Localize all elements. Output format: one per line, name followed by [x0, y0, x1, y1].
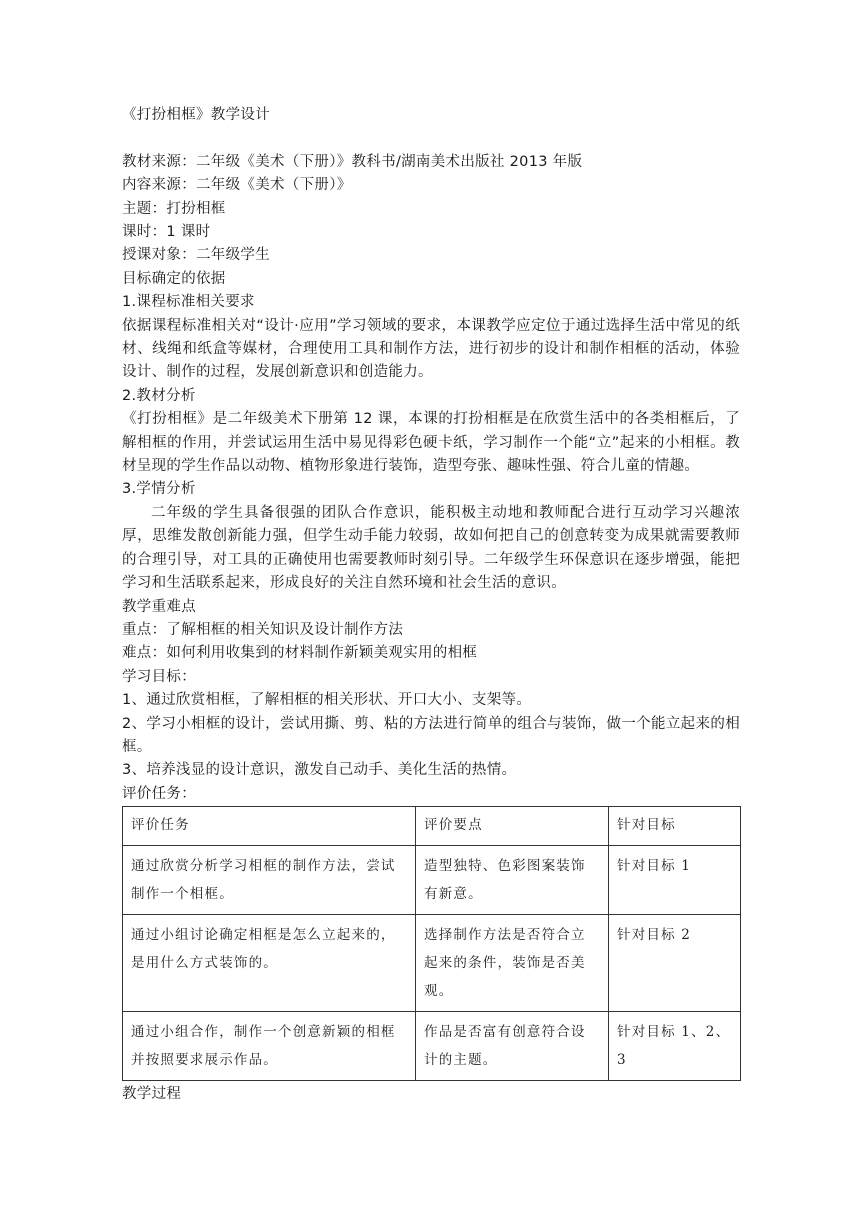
meta-textbook-source: 教材来源：二年级《美术（下册）》教科书/湖南美术出版社 2013 年版: [122, 153, 583, 170]
section2-heading: 2.教材分析: [122, 387, 196, 404]
objective-item: 1、通过欣赏相框，了解相框的相关形状、开口大小、支架等。: [122, 692, 532, 709]
key-point-difficulty: 难点：如何利用收集到的材料制作新颖美观实用的相框: [122, 645, 478, 662]
meta-audience: 授课对象：二年级学生: [122, 247, 270, 264]
table-row: [123, 1012, 741, 1081]
table-cell-task: 通过小组合作，制作一个创意新颖的相框并按照要求展示作品。: [123, 1012, 416, 1081]
table-cell-target: 针对目标 1、2、3: [609, 1012, 741, 1081]
meta-block: [122, 151, 740, 268]
section1-text: 依据课程标准相关对“设计·应用”学习领域的要求，本课教学应定位于通过选择生活中常见的纸材、线绳和纸盒等媒材，合理使用工具和制作方法，进行初步的设计和制作相框的活动，体验设计、制作的过程，发展创新意识和创造能力。: [122, 317, 740, 381]
meta-class-hours: 课时：1 课时: [122, 224, 211, 241]
evaluation-heading: 评价任务：: [122, 785, 196, 802]
process-heading: 教学过程: [122, 1086, 182, 1103]
table-header-cell: 评价任务: [123, 807, 416, 846]
section1-heading: 1.课程标准相关要求: [122, 294, 255, 311]
table-cell-point: 作品是否富有创意符合设计的主题。: [416, 1012, 609, 1081]
table-header-cell: 针对目标: [609, 807, 741, 846]
objective-item: 2、学习小相框的设计，尝试用撕、剪、粘的方法进行简单的组合与装饰，做一个能立起来的相框。: [122, 715, 740, 755]
table-cell-task: 通过欣赏分析学习相框的制作方法，尝试制作一个相框。: [123, 846, 416, 915]
section3-text: 二年级的学生具备很强的团队合作意识，能积极主动地和教师配合进行互动学习兴趣浓厚，思维发散创新能力强，但学生动手能力较弱，故如何把自己的创意转变为成果就需要教师的合理引导，对工具的正确使用也需要教师时刻引导。二年级学生环保意识在逐步增强，能把学习和生活联系起来，形成良好的关注自然环境和社会生活的意识。: [122, 504, 740, 592]
table-header-row: [123, 807, 741, 846]
objective-item: 3、培养浅显的设计意识，激发自己动手、美化生活的热情。: [122, 762, 517, 779]
table-cell-point: 选择制作方法是否符合立起来的条件，装饰是否美观。: [416, 915, 609, 1012]
table-row: [123, 846, 741, 915]
table-row: [123, 915, 741, 1012]
table-cell-point: 造型独特、色彩图案装饰有新意。: [416, 846, 609, 915]
key-point-focus: 重点：了解相框的相关知识及设计制作方法: [122, 621, 404, 638]
objectives-heading: 学习目标：: [122, 668, 196, 685]
key-points-heading: 教学重难点: [122, 598, 196, 615]
table-cell-target: 针对目标 1: [609, 846, 741, 915]
evaluation-table: [122, 806, 741, 1081]
table-cell-task: 通过小组讨论确定相框是怎么立起来的，是用什么方式装饰的。: [123, 915, 416, 1012]
document-body: [122, 104, 740, 1107]
meta-content-source: 内容来源：二年级《美术（下册）》: [122, 177, 352, 194]
section2-text: 《打扮相框》是二年级美术下册第 12 课，本课的打扮相框是在欣赏生活中的各类相框后，了解相框的作用，并尝试运用生活中易见得彩色硬卡纸，学习制作一个能“立”起来的小相框。教材呈现的学生作品以动物、植物形象进行装饰，造型夸张、趣味性强、符合儿童的情趣。: [122, 411, 740, 475]
section3-heading: 3.学情分析: [122, 481, 196, 498]
table-header-cell: 评价要点: [416, 807, 609, 846]
meta-theme: 主题：打扮相框: [122, 200, 226, 217]
table-cell-target: 针对目标 2: [609, 915, 741, 1012]
document-title: 《打扮相框》教学设计: [122, 107, 270, 123]
basis-heading: 目标确定的依据: [122, 270, 226, 287]
